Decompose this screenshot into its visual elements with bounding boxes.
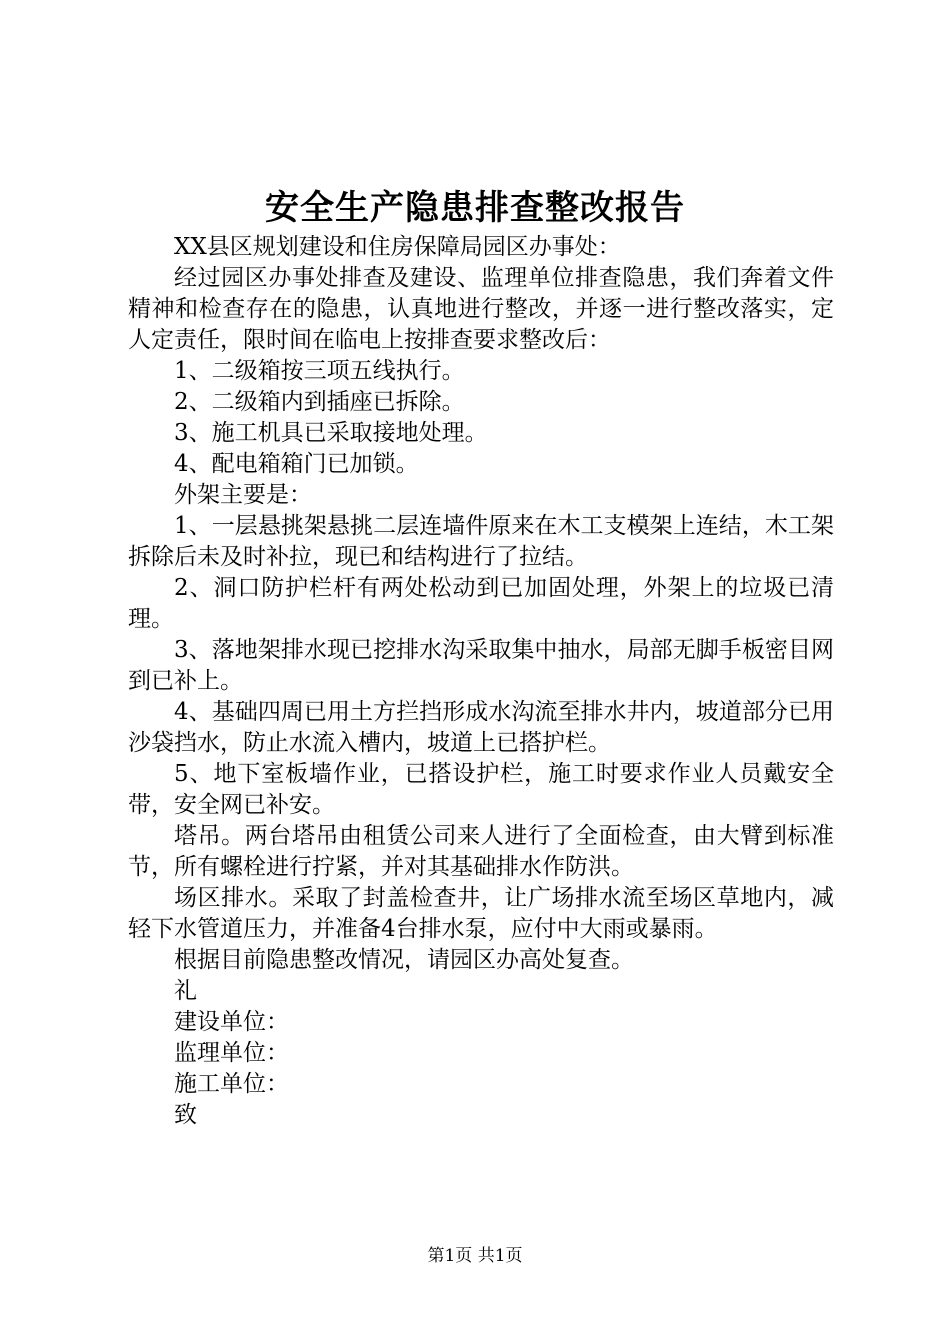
document-title: 安全生产隐患排查整改报告 [265,188,685,228]
intro-paragraph: 经过园区办事处排查及建设、监理单位排查隐患，我们奔着文件精神和检查存在的隐患，认真地进行整改，并逐一进行整改落实，定人定责任，限时间在临电上按排查要求整改后： [128,265,834,353]
li-line: 礼 [174,978,197,1004]
zhi-line: 致 [174,1102,197,1128]
scaffold-item-1: 1、一层悬挑架悬挑二层连墙件原来在木工支模架上连结，木工架拆除后未及时补拉，现已和结构进行了拉结。 [128,513,834,570]
site-drainage-paragraph: 场区排水。采取了封盖检查井，让广场排水流至场区草地内，减轻下水管道压力，并准备4台排水泵，应付中大雨或暴雨。 [128,885,834,942]
scaffold-item-5: 5、地下室板墙作业，已搭设护栏，施工时要求作业人员戴安全带，安全网已补安。 [128,761,834,818]
electric-item-3: 3、施工机具已采取接地处理。 [174,420,488,446]
scaffold-item-4: 4、基础四周已用土方拦挡形成水沟流至排水井内，坡道部分已用沙袋挡水，防止水流入槽内，坡道上已搭护栏。 [128,699,834,756]
signature-construction-unit: 建设单位： [174,1009,289,1035]
tower-crane-paragraph: 塔吊。两台塔吊由租赁公司来人进行了全面检查，由大臂到标准节，所有螺栓进行拧紧，并对其基础排水作防洪。 [128,823,834,880]
signature-builder-unit: 施工单位： [174,1071,289,1097]
scaffold-item-2: 2、洞口防护栏杆有两处松动到已加固处理，外架上的垃圾已清理。 [128,575,834,632]
electric-item-4: 4、配电箱箱门已加锁。 [174,451,419,477]
electric-item-2: 2、二级箱内到插座已拆除。 [174,389,465,415]
document-body [128,232,834,1131]
signature-supervision-unit: 监理单位： [174,1040,289,1066]
page-footer: 第1页 共1页 [427,1246,523,1266]
scaffold-heading: 外架主要是： [174,482,312,508]
closing-paragraph: 根据目前隐患整改情况，请园区办高处复查。 [174,947,634,973]
scaffold-item-3: 3、落地架排水现已挖排水沟采取集中抽水，局部无脚手板密目网到已补上。 [128,637,834,694]
electric-item-1: 1、二级箱按三项五线执行。 [174,358,465,384]
salutation: XX县区规划建设和住房保障局园区办事处： [174,234,621,260]
